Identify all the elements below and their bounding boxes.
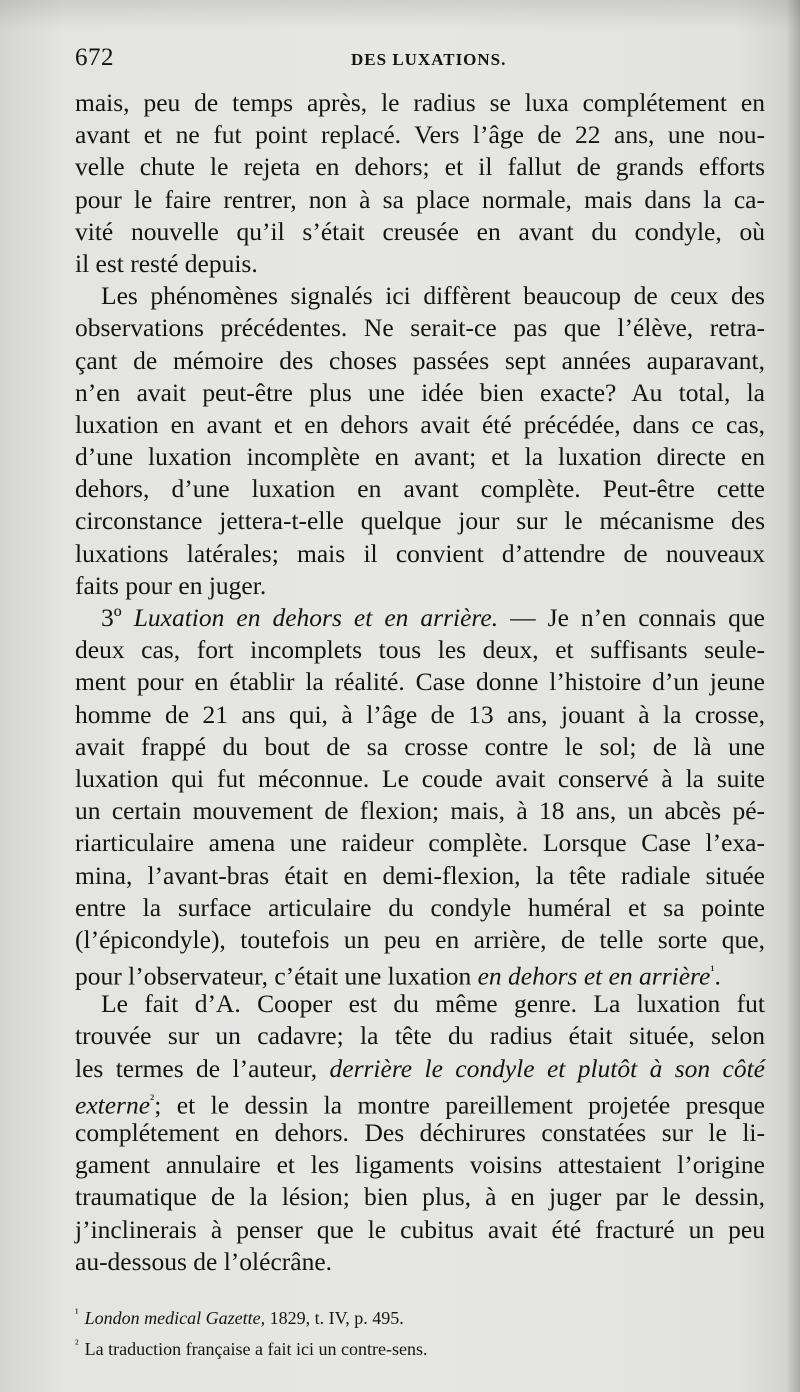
footnotes <box>75 1300 765 1362</box>
footnote-mark: ¹ <box>75 1306 79 1320</box>
text-line <box>75 634 765 666</box>
text-segment: dehors, d’une luxation en avant complète. Peut-être cette <box>75 474 765 504</box>
text-segment: faits pour en juger. <box>75 570 267 600</box>
text-line <box>75 699 765 731</box>
text-line <box>75 1246 765 1278</box>
text-segment: il est resté depuis. <box>75 248 258 278</box>
text-segment: avait frappé du bout de sa crosse contre le sol; de là une <box>75 731 765 761</box>
text-segment: traumatique de la lésion; bien plus, à en juger par le dessin, <box>75 1182 765 1212</box>
text-line <box>75 473 765 505</box>
text-segment: ; et le dessin la montre pareillement projetée presque <box>154 1090 765 1120</box>
text-segment: homme de 21 ans qui, à l’âge de 13 ans, jouant à la crosse, <box>75 699 765 729</box>
text-line <box>75 151 765 183</box>
text-segment: deux cas, fort incomplets tous les deux, et suffisants seule- <box>75 635 765 665</box>
text-segment: circonstance jettera-t-elle quelque jour sur le mécanisme des <box>75 506 765 536</box>
text-segment: pour l’observateur, c’était une luxation <box>75 961 478 991</box>
text-segment: velle chute le rejeta en dehors; et il fallut de grands efforts <box>75 152 765 182</box>
text-line <box>75 602 765 634</box>
text-segment: d’une luxation incomplète en avant; et la luxation directe en <box>75 442 765 472</box>
text-line <box>75 956 765 991</box>
text-segment: pour le faire rentrer, non à sa place normale, mais dans la ca- <box>75 184 765 214</box>
text-segment: trouvée sur un cadavre; la tête du radius était située, selon <box>75 1021 765 1051</box>
footnote <box>75 1331 765 1362</box>
text-line <box>75 119 765 151</box>
text-line <box>75 216 765 248</box>
text-line <box>75 666 765 698</box>
text-segment: n’en avait peut-être plus une idée bien exacte? Au total, la <box>75 377 765 407</box>
text-segment: — Je n’en connais que <box>498 603 765 632</box>
footnote <box>75 1300 765 1331</box>
text-segment: Les phénomènes signalés ici diffèrent beaucoup de ceux des <box>101 281 765 311</box>
text-line <box>75 731 765 763</box>
page-header <box>75 40 765 80</box>
text-line <box>75 1053 765 1085</box>
text-line <box>75 377 765 409</box>
text-segment: luxation qui fut méconnue. Le coude avait conservé à la suite <box>75 763 765 793</box>
text-segment: çant de mémoire des choses passées sept années auparavant, <box>75 345 765 375</box>
text-line <box>75 988 765 1020</box>
text-line <box>75 505 765 537</box>
text-segment: luxations latérales; mais il convient d’attendre de nouveaux <box>75 538 765 568</box>
footnote-source-title: London medical Gazette, <box>84 1308 266 1328</box>
text-line <box>75 441 765 473</box>
text-line <box>75 570 765 602</box>
text-segment: les termes de l’auteur, <box>75 1053 330 1083</box>
text-line <box>75 280 765 312</box>
italic-text: Luxation en dehors et en arrière. <box>133 603 499 632</box>
italic-text: externe <box>75 1090 151 1120</box>
footnote-mark: ² <box>75 1337 79 1351</box>
footnote-text: La traduction française a fait ici un contre-sens. <box>84 1339 428 1359</box>
text-segment: Le fait d’A. Cooper est du même genre. La luxation fut <box>101 989 765 1019</box>
text-segment: mina, l’avant-bras était en demi-flexion, la tête radiale située <box>75 860 765 890</box>
text-line <box>75 87 765 119</box>
text-segment: gament annulaire et les ligaments voisins attestaient l’origine <box>75 1150 765 1180</box>
text-segment: entre la surface articulaire du condyle huméral et sa pointe <box>75 892 765 922</box>
text-segment: observations précédentes. Ne serait-ce pas que l’élève, retra- <box>75 313 765 343</box>
text-segment: 3º <box>101 603 134 632</box>
text-line <box>75 763 765 795</box>
text-segment: un certain mouvement de flexion; mais, à 18 ans, un abcès pé- <box>75 796 765 826</box>
page-shadow-top <box>0 0 800 30</box>
text-line <box>75 1085 765 1120</box>
body-text <box>75 87 765 1278</box>
text-line <box>75 795 765 827</box>
text-line <box>75 1020 765 1052</box>
text-line <box>75 312 765 344</box>
text-segment: complétement en dehors. Des déchirures constatées sur le li- <box>75 1118 765 1147</box>
text-line <box>75 860 765 892</box>
text-line <box>75 345 765 377</box>
text-line <box>75 1181 765 1213</box>
italic-text: en dehors et en arrière <box>477 961 711 991</box>
text-line <box>75 924 765 956</box>
text-line <box>75 1214 765 1246</box>
page-number: 672 <box>75 44 114 71</box>
text-line <box>75 248 765 280</box>
text-segment: ment pour en établir la réalité. Case donne l’histoire d’un jeune <box>75 667 765 697</box>
text-line <box>75 827 765 859</box>
text-line <box>75 1117 765 1149</box>
footnote-text: 1829, t. IV, p. 495. <box>265 1308 404 1328</box>
text-line <box>75 1149 765 1181</box>
text-segment: mais, peu de temps après, le radius se luxa complétement en <box>75 88 765 117</box>
text-segment: riarticulaire amena une raideur complète. Lorsque Case l’exa- <box>75 828 765 858</box>
text-segment: avant et ne fut point replacé. Vers l’âge de 22 ans, une nou- <box>75 120 765 150</box>
text-segment: luxation en avant et en dehors avait été précédée, dans ce cas, <box>75 409 765 439</box>
running-head: DES LUXATIONS. <box>351 50 507 69</box>
footnote-reference: ¹ <box>710 964 715 980</box>
text-segment: vité nouvelle qu’il s’était creusée en avant du condyle, où <box>75 216 765 246</box>
footnote-reference: ² <box>150 1092 155 1108</box>
page-shadow-edge <box>786 0 800 1392</box>
italic-text: derrière le condyle et plutôt à son côté <box>329 1053 765 1083</box>
text-segment: . <box>714 961 721 991</box>
text-segment: au-dessous de l’olécrâne. <box>75 1246 333 1276</box>
text-line <box>75 184 765 216</box>
text-line <box>75 538 765 570</box>
text-line <box>75 892 765 924</box>
text-segment: (l’épicondyle), toutefois un peu en arrière, de telle sorte que, <box>75 924 765 954</box>
text-line <box>75 409 765 441</box>
text-segment: j’inclinerais à penser que le cubitus avait été fracturé un peu <box>75 1214 765 1244</box>
